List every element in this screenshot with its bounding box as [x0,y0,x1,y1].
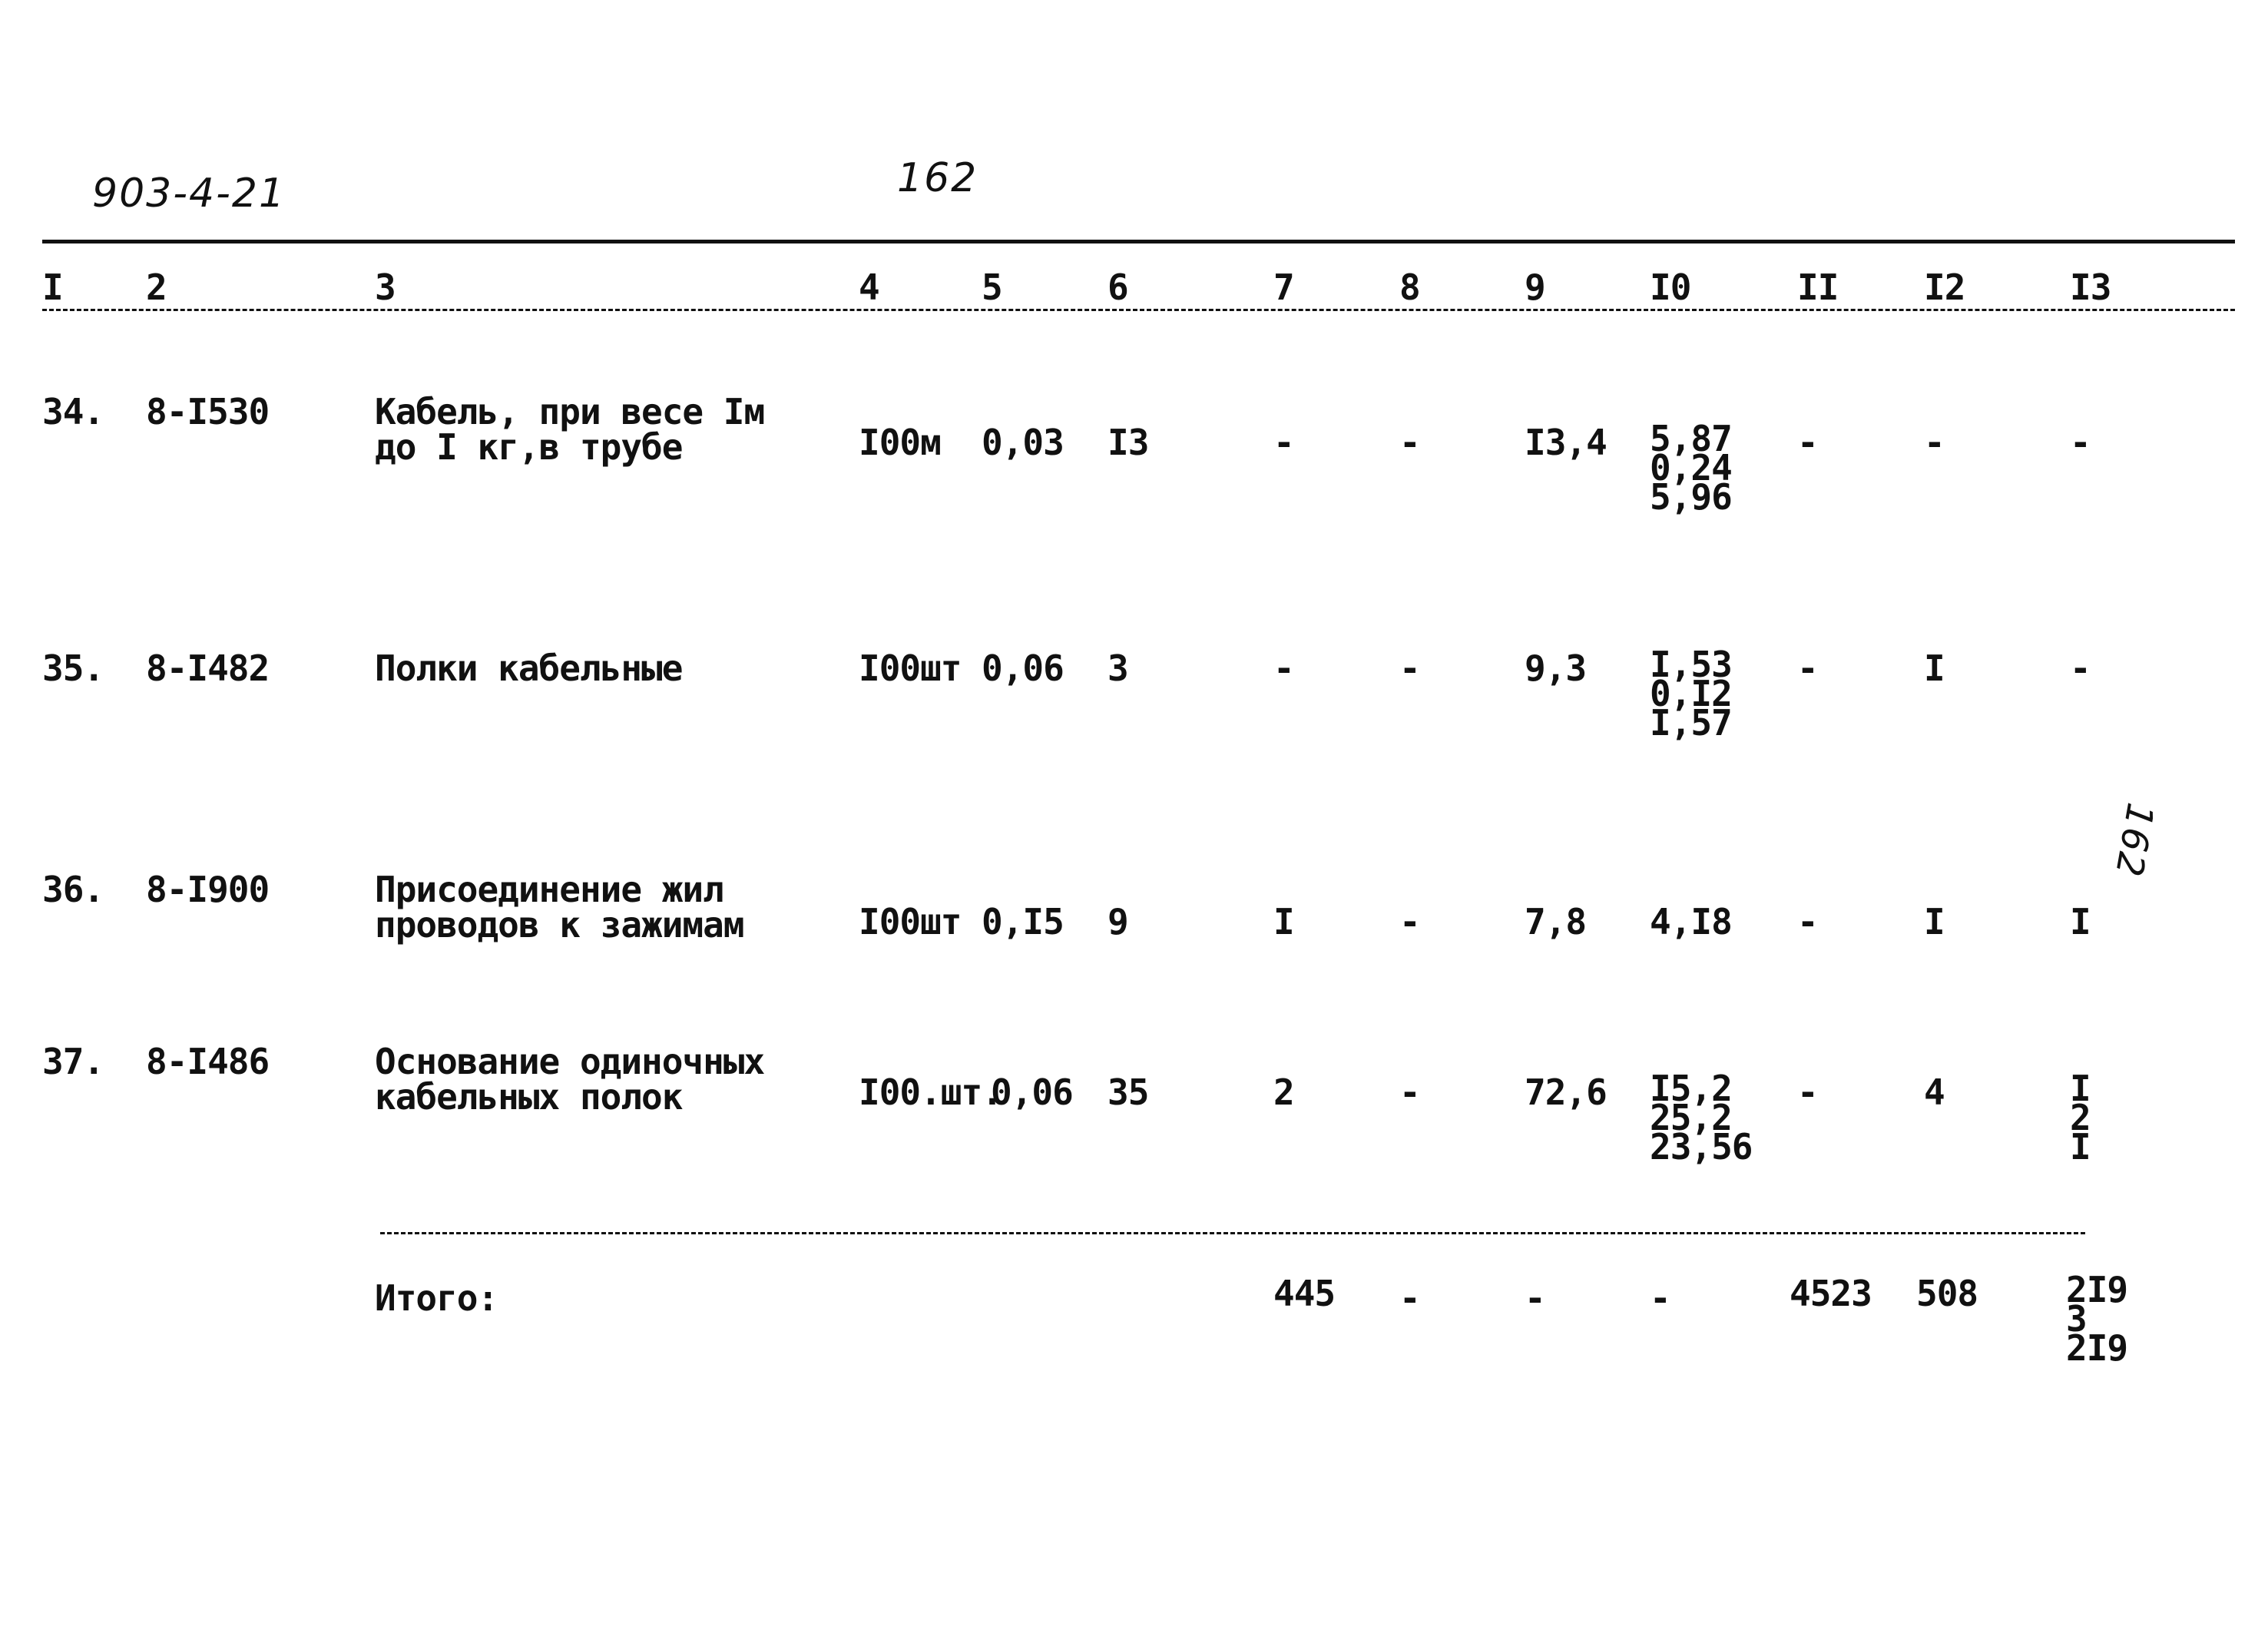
row-col11: - [1797,1072,1818,1113]
row-col11: - [1797,422,1818,463]
row-col10-value: I,57 [1650,702,1732,744]
row-col6: 9 [1108,901,1128,942]
row-number: 36. [42,869,104,910]
row-quantity: 0,I5 [982,901,1064,942]
total-col13 [2066,1269,2128,1369]
row-col6: 3 [1108,648,1128,689]
row-col13-value: I [2070,1126,2091,1168]
row-name-line1: Присоединение жил [375,869,723,910]
page-number: 162 [897,155,978,201]
col-header-8: 8 [1399,267,1420,308]
row-col7: I [1273,901,1294,942]
row-col10 [1650,644,1732,744]
header-underline [42,309,2235,311]
row-col10-value: 0,I2 [1650,673,1732,714]
total-col13-value: 3 [2066,1298,2087,1340]
total-label: Итого: [375,1277,498,1319]
row-col10-value: 5,87 [1650,418,1732,459]
row-col7: 2 [1273,1072,1294,1113]
col-header-1: I [42,267,63,308]
row-name-line2: проводов к зажимам [375,904,744,946]
row-quantity: 0,06 [982,648,1064,689]
total-col13-value: 2I9 [2066,1269,2128,1310]
row-col10-value: 5,96 [1650,476,1732,518]
row-col10-value: 0,24 [1650,447,1732,489]
row-col8: - [1399,901,1420,942]
row-name-line1: Кабель, при весе Iм [375,391,765,432]
row-col10-value: I5,2 [1650,1068,1732,1109]
total-col8: - [1399,1277,1420,1319]
row-col9: 9,3 [1525,648,1587,689]
row-col6: 35 [1108,1072,1149,1113]
row-col9: 7,8 [1525,901,1587,942]
total-col10: - [1650,1277,1670,1319]
total-col12: 508 [1916,1273,1978,1314]
col-header-3: 3 [375,267,396,308]
row-col11: - [1797,648,1818,689]
row-col10: 4,I8 [1650,901,1732,942]
row-col10 [1650,1068,1753,1168]
row-col8: - [1399,1072,1420,1113]
col-header-10: I0 [1650,267,1691,308]
top-double-rule [42,240,2235,243]
row-code: 8-I482 [146,648,270,689]
row-unit: I00шт [859,901,962,942]
row-col12: I [1924,901,1945,942]
row-unit: I00.шт. [859,1072,1002,1113]
total-col9: - [1525,1277,1545,1319]
total-col13-value: 2I9 [2066,1327,2128,1369]
row-quantity: 0,03 [982,422,1064,463]
row-col13: - [2070,648,2091,689]
row-col13-value: I [2070,1068,2091,1109]
col-header-2: 2 [146,267,167,308]
col-header-6: 6 [1108,267,1128,308]
row-col13 [2070,1068,2091,1168]
row-col6: I3 [1108,422,1149,463]
row-col12: 4 [1924,1072,1945,1113]
row-col13: - [2070,422,2091,463]
row-quantity: 0,06 [991,1072,1073,1113]
document-code: 903-4-21 [92,171,286,217]
row-code: 8-I530 [146,391,270,432]
row-col12: - [1924,422,1945,463]
col-header-7: 7 [1273,267,1294,308]
col-header-5: 5 [982,267,1002,308]
row-code: 8-I486 [146,1041,270,1082]
row-col13: I [2070,901,2091,942]
row-name-line1: Основание одиночных [375,1041,765,1082]
row-col12: I [1924,648,1945,689]
col-header-4: 4 [859,267,879,308]
row-col13-value: 2 [2070,1097,2091,1138]
side-page-mark: 162 [2106,800,2162,881]
row-name-line2: до I кг,в трубе [375,426,683,468]
col-header-9: 9 [1525,267,1545,308]
total-separator [380,1232,2085,1234]
row-col9: I3,4 [1525,422,1607,463]
col-header-13: I3 [2070,267,2111,308]
total-col7: 445 [1273,1273,1336,1314]
row-col9: 72,6 [1525,1072,1607,1113]
row-col10-value: 23,56 [1650,1126,1753,1168]
row-col11: - [1797,901,1818,942]
row-name-line2: кабельных полок [375,1076,683,1118]
row-col10-value: I,53 [1650,644,1732,685]
row-number: 37. [42,1041,104,1082]
col-header-12: I2 [1924,267,1965,308]
row-col10-value: 25,2 [1650,1097,1732,1138]
row-name-line1: Полки кабельные [375,648,683,689]
row-col8: - [1399,648,1420,689]
row-unit: I00шт [859,648,962,689]
row-number: 34. [42,391,104,432]
row-code: 8-I900 [146,869,270,910]
row-col10 [1650,418,1732,518]
row-col7: - [1273,422,1294,463]
row-col8: - [1399,422,1420,463]
row-col7: - [1273,648,1294,689]
row-number: 35. [42,648,104,689]
row-unit: I00м [859,422,941,463]
col-header-11: II [1797,267,1839,308]
total-col11: 4523 [1790,1273,1872,1314]
